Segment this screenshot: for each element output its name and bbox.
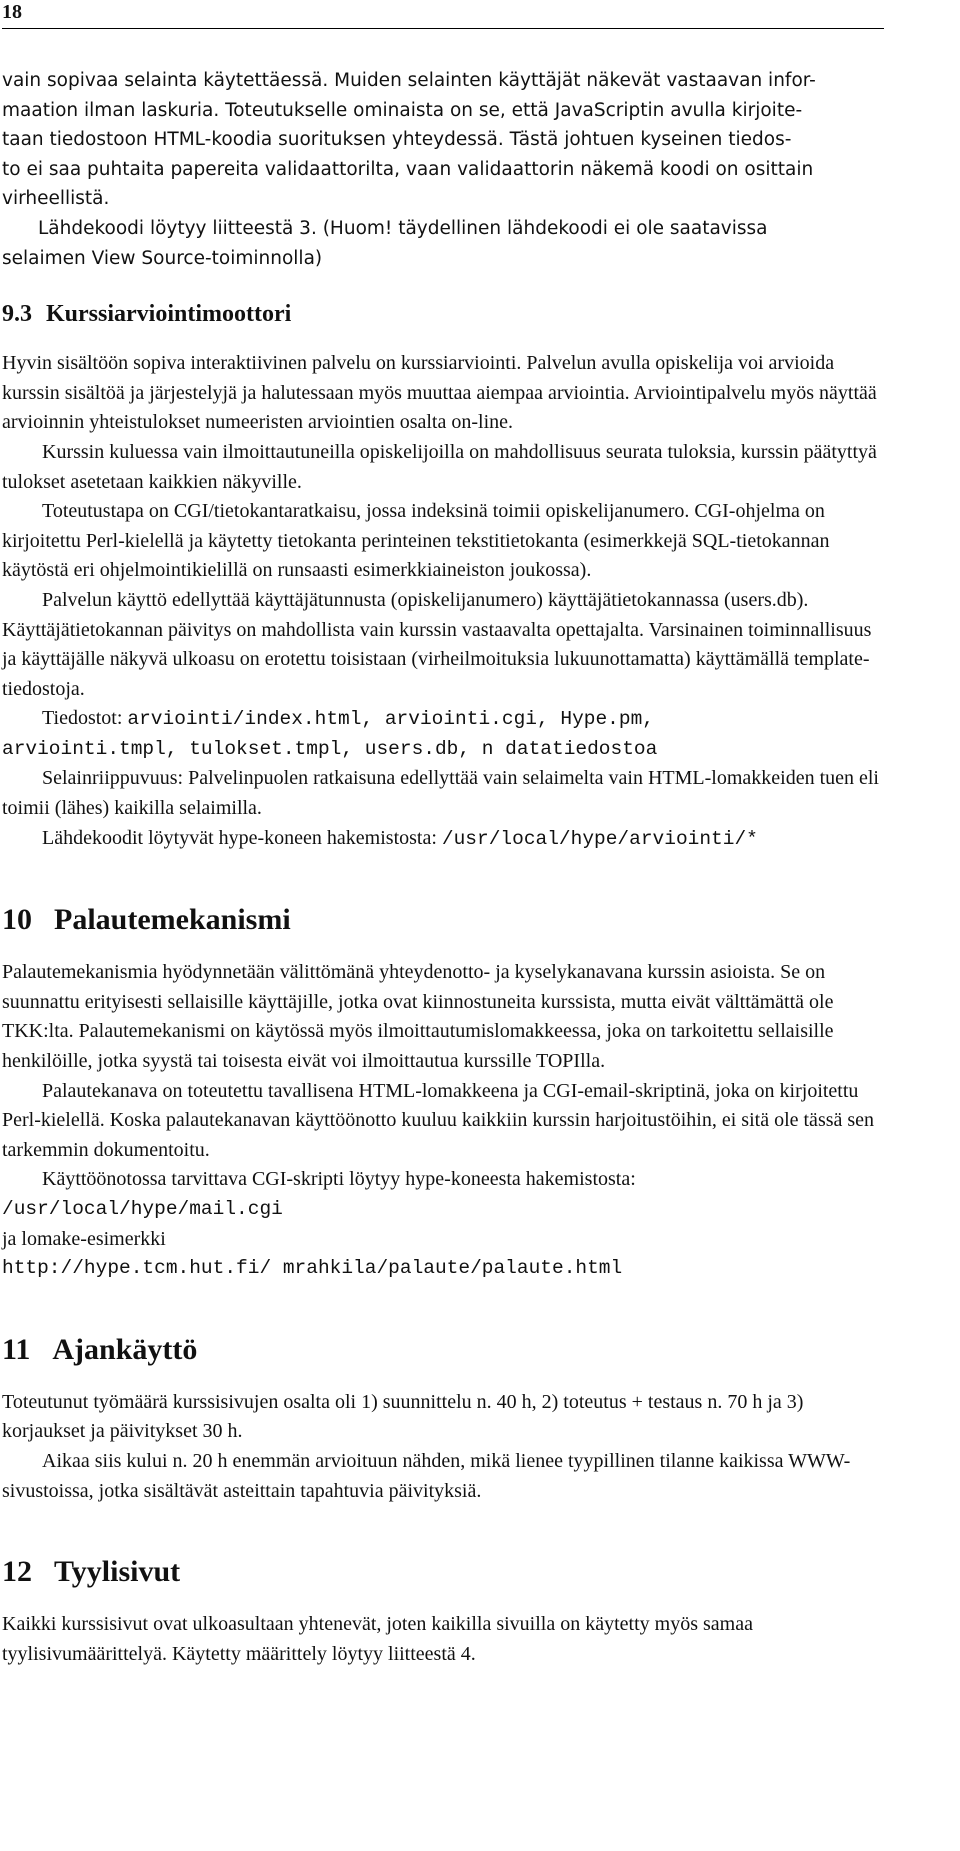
paragraph: Toteutustapa on CGI/tietokantaratkaisu, jossa indeksinä toimii opiskelijanumero. CGI-ohjelma on kirjoitettu Perl-kielellä ja käytetty tietokanta perinteinen tekstitietokanta (esimerkkejä SQL-tietokannan käytöstä eri ohjelmointikielillä on runsaasti esimerkkiaineiston joukossa). (2, 500, 830, 582)
paragraph: Toteutunut työmäärä kurssisivujen osalta oli 1) suunnittelu n. 40 h, 2) toteutus + testaus n. 70 h ja 3) korjaukset ja päivitykset 30 h. (2, 1390, 804, 1443)
files-label: Tiedostot: (42, 707, 128, 730)
paragraph: Palautemekanismia hyödynnetään välittömänä yhteydenotto- ja kyselykanavana kurssin asioista. Se on suunnattu erityisesti sellaisille käyttäjille, jotka ovat kiinnostuneita kurssista, mutta eivät välttämättä ole TKK:lta. Palautemekanismi on käytössä myös ilmoittautumislomakkeessa, joka on tarkoitettu sellaisille henkilöille, jotka syystä tai toisesta eivät voi ilmoittautua kurssille TOPIlla. (2, 961, 834, 1073)
paragraph: Hyvin sisältöön sopiva interaktiivinen palvelu on kurssiarviointi. Palvelun avulla opiskelija voi arvioida kurssin sisältöä ja järjestelyjä ja halutessaan myös muuttaa aiempaa arviointia. Arviointipalvelu myös näyttää arvioinnin yhteistulokset numeeristen arviointien osalta on-line. (2, 352, 877, 434)
section-number: 10 (2, 903, 32, 937)
intro-line: to ei saa puhtaita papereita validaattorilta, vaan validaattorin näkemä koodi on osittain (2, 158, 814, 180)
source-paragraph (2, 824, 884, 855)
source-path: /usr/local/hype/arviointi/* (441, 827, 758, 850)
intro-note-line: selaimen View Source-toiminnolla) (2, 247, 323, 269)
page-number: 18 (2, 1, 22, 23)
paragraph: Kurssin kuluessa vain ilmoittautuneilla opiskelijoilla on mahdollisuus seurata tuloksia, kurssin päätyttyä tulokset asetetaan kaikkien näkyville. (2, 440, 877, 493)
intro-line: taan tiedostoon HTML-koodia suorituksen yhteydessä. Tästä johtuen kyseinen tiedos- (2, 129, 792, 151)
intro-note (2, 214, 884, 273)
section-10-heading (2, 902, 884, 938)
paragraph: Aikaa siis kului n. 20 h enemmän arvioituun nähden, mikä lienee tyypillinen tilanne kaikissa WWW-sivustoissa, jotka sisältävät asteittain tapahtuvia päivityksiä. (2, 1449, 851, 1502)
intro-line: vain sopivaa selainta käytettäessä. Muiden selainten käyttäjät näkevät vastaavan infor- (2, 70, 816, 91)
files-paragraph (2, 704, 884, 735)
section-title: Tyylisivut (54, 1555, 181, 1589)
files-list-continued: arviointi.tmpl, tulokset.tmpl, users.db, n datatiedostoa (2, 737, 658, 760)
section-title: Kurssiarviointimoottori (46, 301, 292, 328)
intro-line: virheellistä. (2, 188, 110, 210)
script-path: /usr/local/hype/mail.cgi (2, 1198, 283, 1220)
section-title: Palautemekanismi (54, 903, 291, 937)
section-number: 9.3 (2, 301, 32, 328)
intro-paragraph (2, 66, 884, 214)
page-header (2, 0, 884, 29)
page-content (2, 66, 884, 1669)
section-12-heading (2, 1554, 884, 1590)
files-list: arviointi/index.html, arviointi.cgi, Hype.pm, (127, 708, 654, 731)
paragraph: Palautekanava on toteutettu tavallisena HTML-lomakkeena ja CGI-email-skriptinä, joka on kirjoitettu Perl-kielellä. Koska palautekanavan käyttöönotto kuuluu kaikkiin kurssin harjoitustöihin, ei sitä ole tässä sen tarkemmin dokumentoitu. (2, 1079, 875, 1161)
section-number: 12 (2, 1555, 32, 1589)
section-11-heading (2, 1332, 884, 1368)
paragraph: ja lomake-esimerkki (2, 1227, 166, 1250)
paragraph: Selainriippuvuus: Palvelinpuolen ratkaisuna edellyttää vain selaimelta vain HTML-lomakkeiden tuen eli toimii (lähes) kaikilla selaimilla. (2, 767, 879, 820)
paragraph: Palvelun käyttö edellyttää käyttäjätunnusta (opiskelijanumero) käyttäjätietokannassa (users.db). Käyttäjätietokannan päivitys on mahdollista vain kurssin vastaavalta opettajalta. Varsinainen toiminnallisuus ja käyttäjälle näkyvä ulkoasu on erotettu toisistaan (virheilmoituksia lukuunottamatta) käyttämällä template-tiedostoja. (2, 588, 872, 700)
paragraph: Kaikki kurssisivut ovat ulkoasultaan yhtenevät, joten kaikilla sivuilla on käytetty myös samaa tyylisivumäärittelyä. Käytetty määrittely löytyy liitteestä 4. (2, 1613, 753, 1665)
section-9-3-heading (2, 299, 884, 329)
section-number: 11 (2, 1332, 31, 1366)
form-example-url: http://hype.tcm.hut.fi/ mrahkila/palaute/palaute.html (2, 1257, 623, 1280)
section-title: Ajankäyttö (52, 1332, 198, 1366)
paragraph: Käyttöönotossa tarvittava CGI-skripti löytyy hype-koneesta hakemistosta: (42, 1168, 636, 1191)
intro-line: maation ilman laskuria. Toteutukselle ominaista on se, että JavaScriptin avulla kirjoite- (2, 99, 803, 121)
intro-note-line: Lähdekoodi löytyy liitteestä 3. (Huom! täydellinen lähdekoodi ei ole saatavissa (38, 217, 768, 239)
source-label: Lähdekoodit löytyvät hype-koneen hakemistosta: (42, 826, 442, 849)
